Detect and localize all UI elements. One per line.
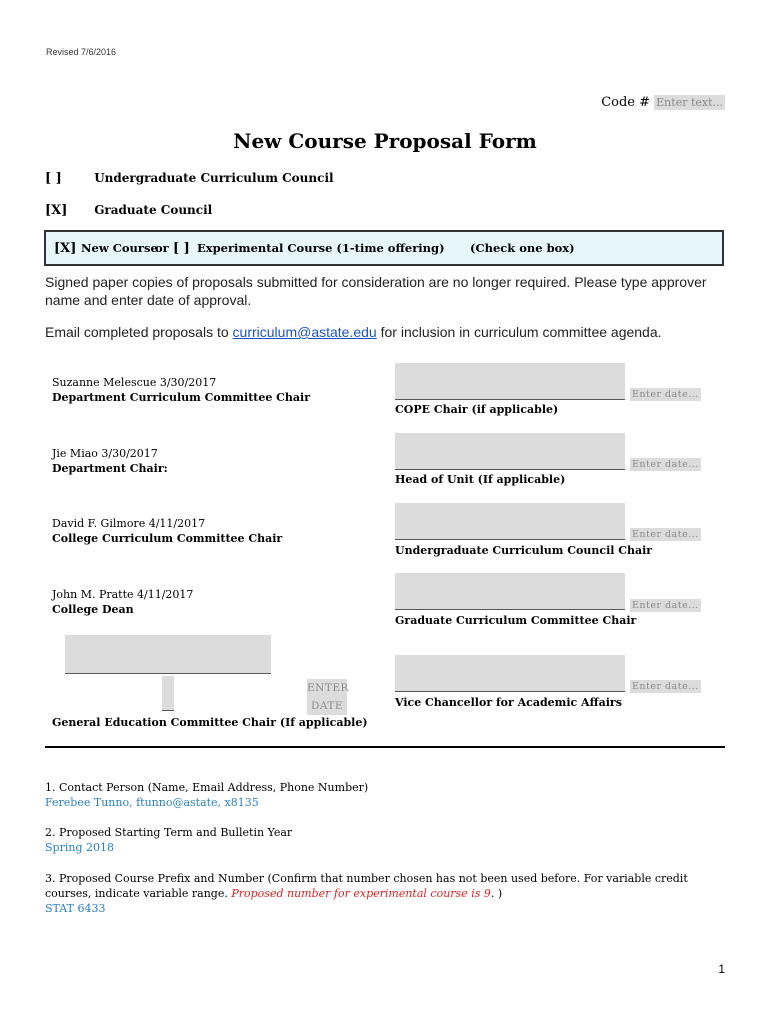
cope-chair-date-field[interactable]: Enter date...	[632, 389, 699, 400]
code-field	[601, 95, 725, 110]
ucc-chair-date-field[interactable]: Enter date...	[632, 529, 699, 540]
signer-title: College Dean	[52, 603, 134, 616]
signer-dept-chair	[52, 446, 168, 476]
question-text	[45, 871, 725, 901]
question-contact-person	[45, 780, 725, 810]
revised-date: Revised 7/6/2016	[46, 47, 117, 57]
question-end: . )	[490, 887, 503, 900]
vc-academic-affairs-date-field[interactable]: Enter date...	[632, 681, 699, 692]
question-starting-term	[45, 825, 725, 855]
ucc-chair-name-field[interactable]	[395, 503, 625, 540]
signer-name[interactable]: David F. Gilmore 4/11/2017	[52, 517, 206, 530]
question-experimental-note: Proposed number for experimental course is 9	[231, 887, 491, 900]
answer-field[interactable]: Spring 2018	[45, 841, 114, 854]
date-line: DATE	[310, 700, 344, 712]
new-course-checkbox[interactable]: [X]	[54, 241, 77, 256]
code-label: Code #	[601, 95, 651, 110]
section-divider	[45, 746, 725, 748]
signed-copies-note: Signed paper copies of proposals submitted for consideration are no longer required. Please type approver name and enter date of approval.	[45, 274, 707, 308]
signer-title: College Curriculum Committee Chair	[52, 532, 283, 545]
gen-ed-chair-name-field-cont[interactable]	[162, 676, 174, 711]
gen-ed-date-field[interactable]	[307, 679, 347, 715]
council-checkbox[interactable]: [X]	[45, 203, 68, 218]
vc-academic-affairs-label: Vice Chancellor for Academic Affairs	[395, 696, 622, 709]
council-label: Undergraduate Curriculum Council	[94, 171, 334, 185]
question-course-prefix	[45, 871, 725, 916]
vc-academic-affairs-name-field[interactable]	[395, 655, 625, 692]
signer-dept-curriculum-chair	[52, 375, 310, 405]
cope-chair-label: COPE Chair (if applicable)	[395, 403, 559, 416]
check-one-note: (Check one box)	[470, 241, 575, 255]
page-number: 1	[718, 962, 725, 976]
email-suffix: for inclusion in curriculum committee agenda.	[376, 324, 662, 340]
course-type-box	[44, 230, 724, 266]
gcc-chair-label: Graduate Curriculum Committee Chair	[395, 614, 637, 627]
email-prefix: Email completed proposals to	[45, 324, 233, 340]
ucc-chair-label: Undergraduate Curriculum Council Chair	[395, 544, 653, 557]
head-of-unit-name-field[interactable]	[395, 433, 625, 470]
gen-ed-chair-name-field[interactable]	[65, 635, 271, 674]
signer-title: Department Chair:	[52, 462, 168, 475]
code-input[interactable]: Enter text...	[656, 96, 723, 109]
council-graduate[interactable]	[45, 203, 212, 218]
experimental-course-label: Experimental Course (1-time offering)	[197, 241, 445, 255]
gcc-chair-name-field[interactable]	[395, 573, 625, 610]
page-title: New Course Proposal Form	[233, 129, 537, 153]
cope-chair-name-field[interactable]	[395, 363, 625, 400]
question-text: 2. Proposed Starting Term and Bulletin Year	[45, 826, 293, 839]
signer-college-dean	[52, 587, 193, 617]
email-link[interactable]: curriculum@astate.edu	[232, 324, 377, 340]
email-instruction	[45, 323, 725, 341]
gen-ed-chair-label: General Education Committee Chair (If applicable)	[52, 716, 368, 729]
signer-name[interactable]: Jie Miao 3/30/2017	[52, 447, 158, 460]
signer-name[interactable]: John M. Pratte 4/11/2017	[52, 588, 194, 601]
council-undergraduate[interactable]	[45, 171, 334, 186]
answer-field[interactable]: STAT 6433	[45, 902, 106, 915]
head-of-unit-date-field[interactable]: Enter date...	[632, 459, 699, 470]
gcc-chair-date-field[interactable]: Enter date...	[632, 600, 699, 611]
question-main: 3. Proposed Course Prefix and Number (Confirm that number chosen has not been used before. For variable credit courses, indicate variable range.	[45, 872, 688, 900]
head-of-unit-label: Head of Unit (If applicable)	[395, 473, 566, 486]
signer-title: Department Curriculum Committee Chair	[52, 391, 311, 404]
or-label: or	[155, 241, 169, 255]
answer-field[interactable]: Ferebee Tunno, ftunno@astate, x8135	[45, 796, 259, 809]
question-text: 1. Contact Person (Name, Email Address, Phone Number)	[45, 781, 369, 794]
new-course-label: New Course	[81, 241, 158, 255]
council-checkbox[interactable]: [ ]	[45, 171, 62, 186]
signer-name[interactable]: Suzanne Melescue 3/30/2017	[52, 376, 217, 389]
council-label: Graduate Council	[94, 203, 213, 217]
date-line: ENTER	[307, 682, 349, 694]
signer-college-curriculum-chair	[52, 516, 282, 546]
experimental-course-checkbox[interactable]: [ ]	[173, 241, 190, 256]
